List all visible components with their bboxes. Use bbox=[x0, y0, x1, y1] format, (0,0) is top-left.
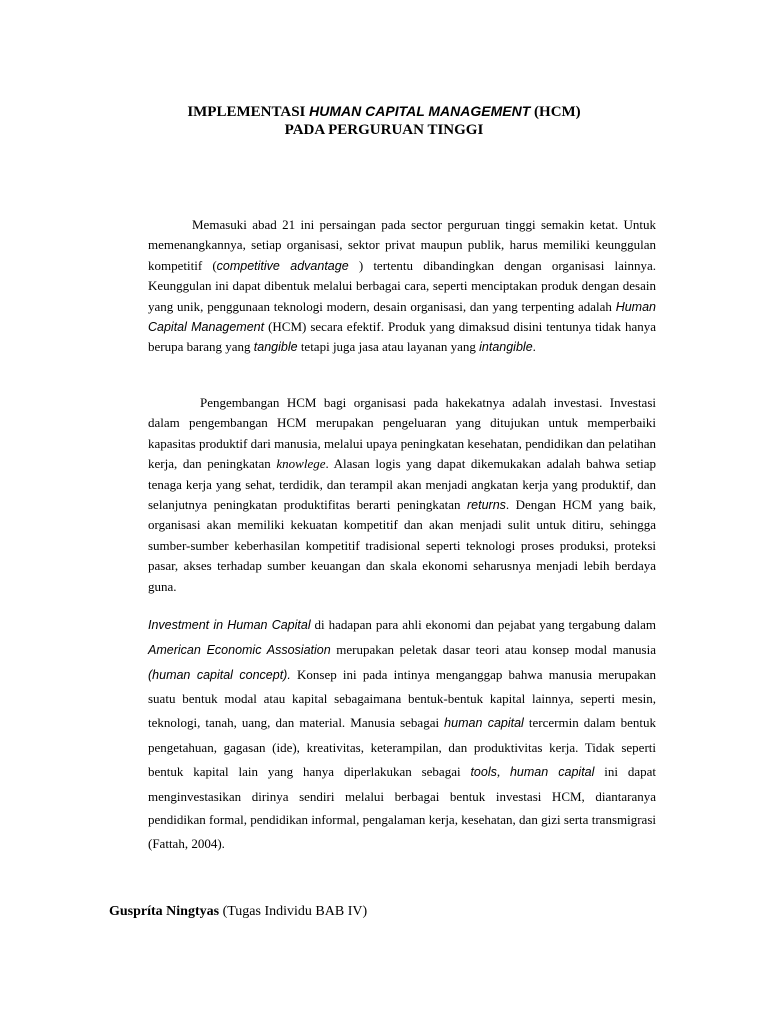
title-text-b: (HCM) bbox=[530, 104, 581, 120]
p3-term-1: Investment in Human Capital bbox=[148, 618, 311, 632]
p2-text-2: . Alasan logis yang dapat dikemukakan adalah bahwa setiap tenaga kerja yang sehat, terdidik, dan terampil akan menjadi angkatan kerja yang produktif, dan selanjutnya peningkatan produktifitas berarti peningkatan bbox=[148, 456, 656, 513]
document-title bbox=[0, 102, 768, 139]
p3-text-2: merupakan peletak dasar teori atau konsep modal manusia bbox=[330, 641, 656, 657]
p1-text-3: (HCM) secara efektif. Produk yang dimaksud disini tentunya tidak hanya berupa barang yang bbox=[148, 319, 656, 355]
title-line-2: PADA PERGURUAN TINGGI bbox=[284, 122, 484, 138]
p2-text-1: Pengembangan HCM bagi organisasi pada hakekatnya adalah investasi. Investasi dalam pengembangan HCM merupakan pengeluaran yang ditujukan untuk memperbaiki kapasitas produktif dari manusia, melalui upaya peningkatan kesehatan, pendidikan dan pelatihan kerja, dan peningkatan bbox=[148, 395, 656, 472]
p3-term-3: (human capital concept). bbox=[148, 667, 291, 682]
title-line-1 bbox=[0, 102, 768, 121]
assignment-note: (Tugas Individu BAB IV) bbox=[219, 904, 368, 919]
p2-term-2: returns bbox=[467, 498, 506, 513]
p3-term-6: human capital bbox=[509, 764, 595, 779]
p1-term-4: intangible bbox=[479, 340, 533, 355]
author-footer bbox=[109, 903, 367, 921]
p1-term-2: Human Capital Management bbox=[148, 299, 656, 335]
p3-term-4: human capital bbox=[444, 716, 524, 731]
p1-text-2: ) tertentu dibandingkan dengan organisasi lainnya. Keunggulan ini dapat dibentuk melalui berbagai cara, seperti menciptakan produk dengan desain yang unik, penggunaan teknologi modern, desain organisasi, dan yang terpenting adalah bbox=[148, 257, 656, 314]
p3-text-3: Konsep ini pada intinya menganggap bahwa manusia merupakan suatu bentuk modal atau kapital sebagaimana bentuk-bentuk kapital lainnya, seperti mesin, teknologi, tanah, uang, dan material. Manusia sebagai bbox=[148, 666, 656, 731]
title-text-a: IMPLEMENTASI bbox=[187, 104, 310, 120]
p1-text-5: . bbox=[532, 339, 536, 355]
paragraph-2 bbox=[148, 393, 656, 597]
paragraph-1 bbox=[148, 215, 656, 358]
p3-term-2: American Economic Assosiation bbox=[148, 642, 331, 657]
p3-text-5: , bbox=[496, 763, 510, 779]
p1-term-1: competitive advantage bbox=[216, 258, 349, 273]
p3-text-1: di hadapan para ahli ekonomi dan pejabat yang tergabung dalam bbox=[310, 617, 656, 632]
p3-text-4: tercermin dalam bentuk pengetahuan, gagasan (ide), kreativitas, keterampilan, dan produktivitas kerja. Tidak seperti bentuk kapital lain yang hanya diperlakukan sebagai bbox=[148, 715, 657, 779]
p2-text-3: . Dengan HCM yang baik, organisasi akan memiliki kekuatan kompetitif dan akan menjadi sulit untuk ditiru, sehingga sumber-sumber keberhasilan kompetitif tradisional seperti teknologi proses produksi, proteksi pasar, akses terhadap sumber keuangan dan skala ekonomi seharusnya menjadi lebih berdaya guna. bbox=[148, 497, 656, 594]
author-name: Guspríta Ningtyas bbox=[109, 904, 220, 919]
p1-text-1: Memasuki abad 21 ini persaingan pada sector perguruan tinggi semakin ketat. Untuk memenangkannya, setiap organisasi, sektor privat maupun publik, harus memiliki keunggulan kompetitif ( bbox=[148, 217, 656, 273]
p3-text-6: ini dapat menginvestasikan dirinya sendiri melalui berbagai bentuk investasi HCM, diantaranya pendidikan formal, pendidikan informal, pengalaman kerja, kesehatan, dan gizi serta transmigrasi (Fattah, 2004). bbox=[148, 763, 657, 852]
title-text-italic: HUMAN CAPITAL MANAGEMENT bbox=[309, 103, 531, 119]
p1-term-3: tangible bbox=[253, 340, 298, 355]
paragraph-3 bbox=[148, 613, 656, 856]
p2-term-1: knowlege bbox=[276, 456, 326, 472]
p1-text-4: tetapi juga jasa atau layanan yang bbox=[297, 339, 480, 355]
p3-term-5: tools bbox=[470, 764, 497, 779]
